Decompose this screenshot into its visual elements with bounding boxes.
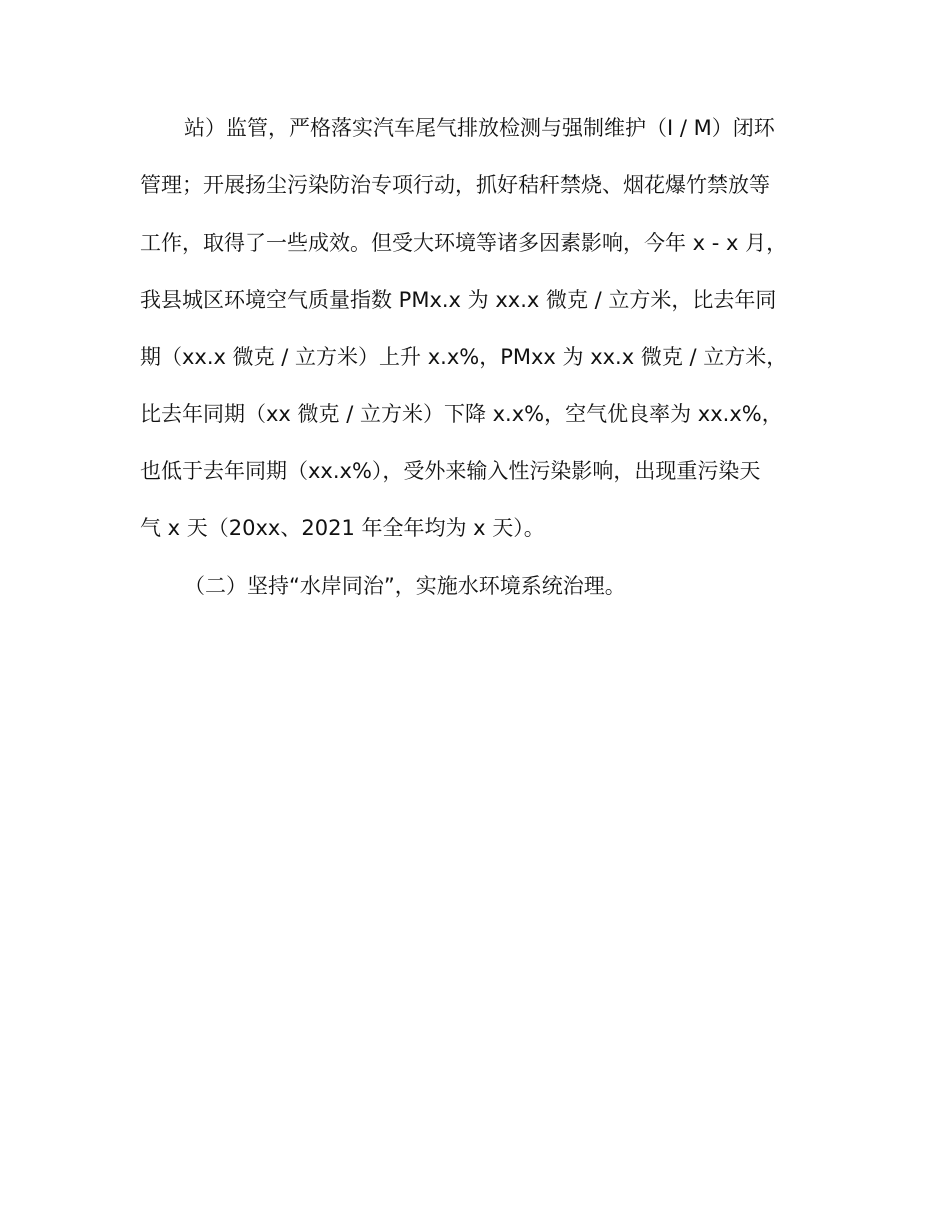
body-text-line-1: 站）监管，严格落实汽车尾气排放检测与强制维护（I / M）闭环 xyxy=(184,116,775,140)
body-text-line-4: 我县城区环境空气质量指数 PMx.x 为 xx.x 微克 / 立方米，比去年同 xyxy=(140,288,777,312)
body-text-line-6: 比去年同期（xx 微克 / 立方米）下降 x.x%，空气优良率为 xx.x%， xyxy=(140,402,783,426)
body-text-line-3: 工作，取得了一些成效。但受大环境等诸多因素影响，今年 x - x 月， xyxy=(140,231,788,255)
body-text-line-8: 气 x 天（20xx、2021 年全年均为 x 天）。 xyxy=(140,516,545,540)
body-text-line-2: 管理；开展扬尘污染防治专项行动，抓好秸秆禁烧、烟花爆竹禁放等 xyxy=(140,173,770,197)
body-text-line-7: 也低于去年同期（xx.x%），受外来输入性污染影响，出现重污染天 xyxy=(140,459,761,483)
body-text-line-5: 期（xx.x 微克 / 立方米）上升 x.x%，PMxx 为 xx.x 微克 / 立方米， xyxy=(140,345,788,369)
section-heading: （二）坚持“水岸同治”，实施水环境系统治理。 xyxy=(184,574,626,598)
